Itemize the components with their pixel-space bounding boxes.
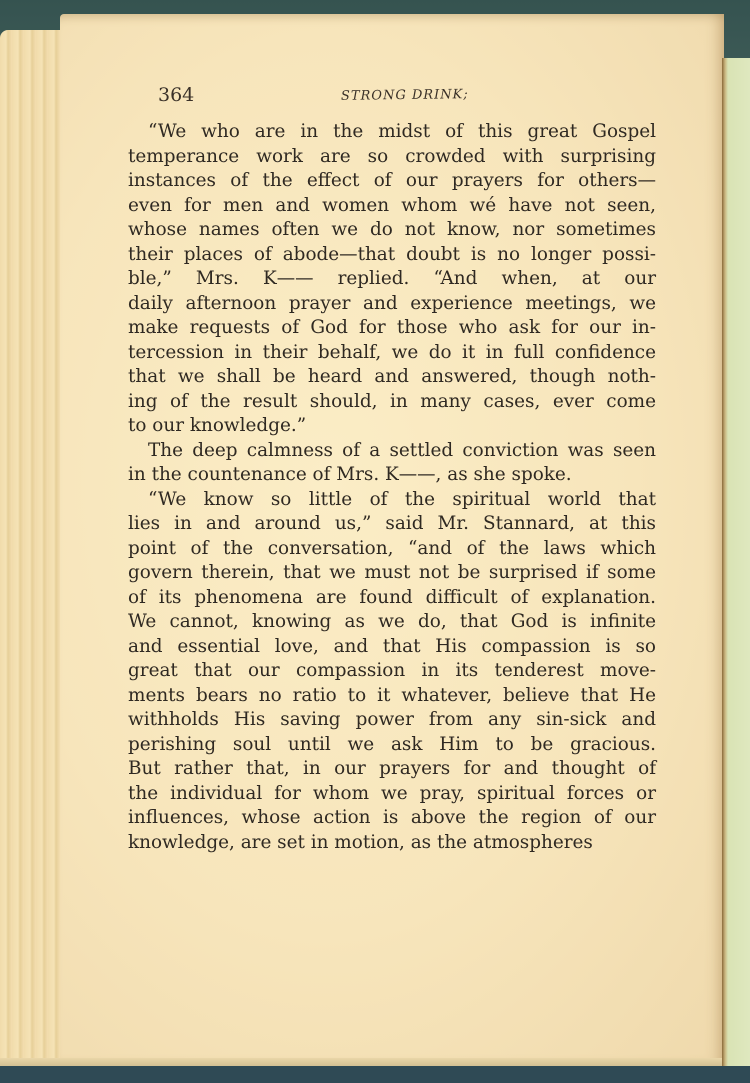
background-surface-bottom xyxy=(0,1066,750,1083)
text-line: “We who are in the midst of this great Gospel xyxy=(148,121,656,142)
text-line: withholds His saving power from any sin-sick and xyxy=(128,709,656,730)
text-line: of its phenomena are found difficult of explanation. xyxy=(128,586,656,608)
body-text xyxy=(128,120,656,855)
text-line: lies in and around us,” said Mr. Stannard, at this xyxy=(128,513,656,534)
text-line: The deep calmness of a settled conviction was seen xyxy=(148,439,656,461)
page-number: 364 xyxy=(158,84,195,106)
paragraph xyxy=(128,439,656,488)
text-line: tercession in their behalf, we do it in full confidence xyxy=(128,341,656,363)
page-stack-edges xyxy=(0,30,66,1065)
running-title: STRONG DRINK; xyxy=(340,87,469,104)
text-line: the individual for whom we pray, spiritual forces or xyxy=(128,782,656,804)
text-line: great that our compassion in its tenderest move- xyxy=(128,660,656,681)
text-line: “We know so little of the spiritual world that xyxy=(148,488,656,510)
text-line: in the countenance of Mrs. K——, as she spoke. xyxy=(128,464,572,485)
text-line: But rather that, in our prayers for and thought of xyxy=(128,758,656,779)
text-line: govern therein, that we must not be surprised if some xyxy=(128,562,656,583)
text-line: that we shall be heard and answered, though noth- xyxy=(128,366,656,387)
paragraph xyxy=(128,120,656,439)
text-line: temperance work are so crowded with surprising xyxy=(128,145,656,167)
text-line: perishing soul until we ask Him to be gracious. xyxy=(128,733,656,755)
running-head xyxy=(158,84,678,108)
text-line: make requests of God for those who ask for our in- xyxy=(128,317,656,338)
text-line: point of the conversation, “and of the laws which xyxy=(128,537,656,559)
facing-page-edge xyxy=(722,58,750,1068)
text-line: knowledge, are set in motion, as the atmospheres xyxy=(128,831,593,853)
text-line: their places of abode—that doubt is no longer possi- xyxy=(128,243,656,265)
text-line: ble,” Mrs. K—— replied. “And when, at our xyxy=(128,268,656,289)
paragraph xyxy=(128,488,656,856)
text-line: whose names often we do not know, nor sometimes xyxy=(128,219,656,240)
text-line: ing of the result should, in many cases, ever come xyxy=(128,390,656,412)
text-line: daily afternoon prayer and experience meetings, we xyxy=(128,292,656,314)
text-line: and essential love, and that His compassion is so xyxy=(128,635,656,657)
text-line: We cannot, knowing as we do, that God is infinite xyxy=(128,611,656,632)
text-line: to our knowledge.” xyxy=(128,415,307,436)
text-line: ments bears no ratio to it whatever, believe that He xyxy=(128,684,656,706)
text-line: influences, whose action is above the region of our xyxy=(128,807,656,828)
text-line: even for men and women whom wé have not seen, xyxy=(128,194,656,216)
text-line: instances of the effect of our prayers for others— xyxy=(128,170,656,191)
